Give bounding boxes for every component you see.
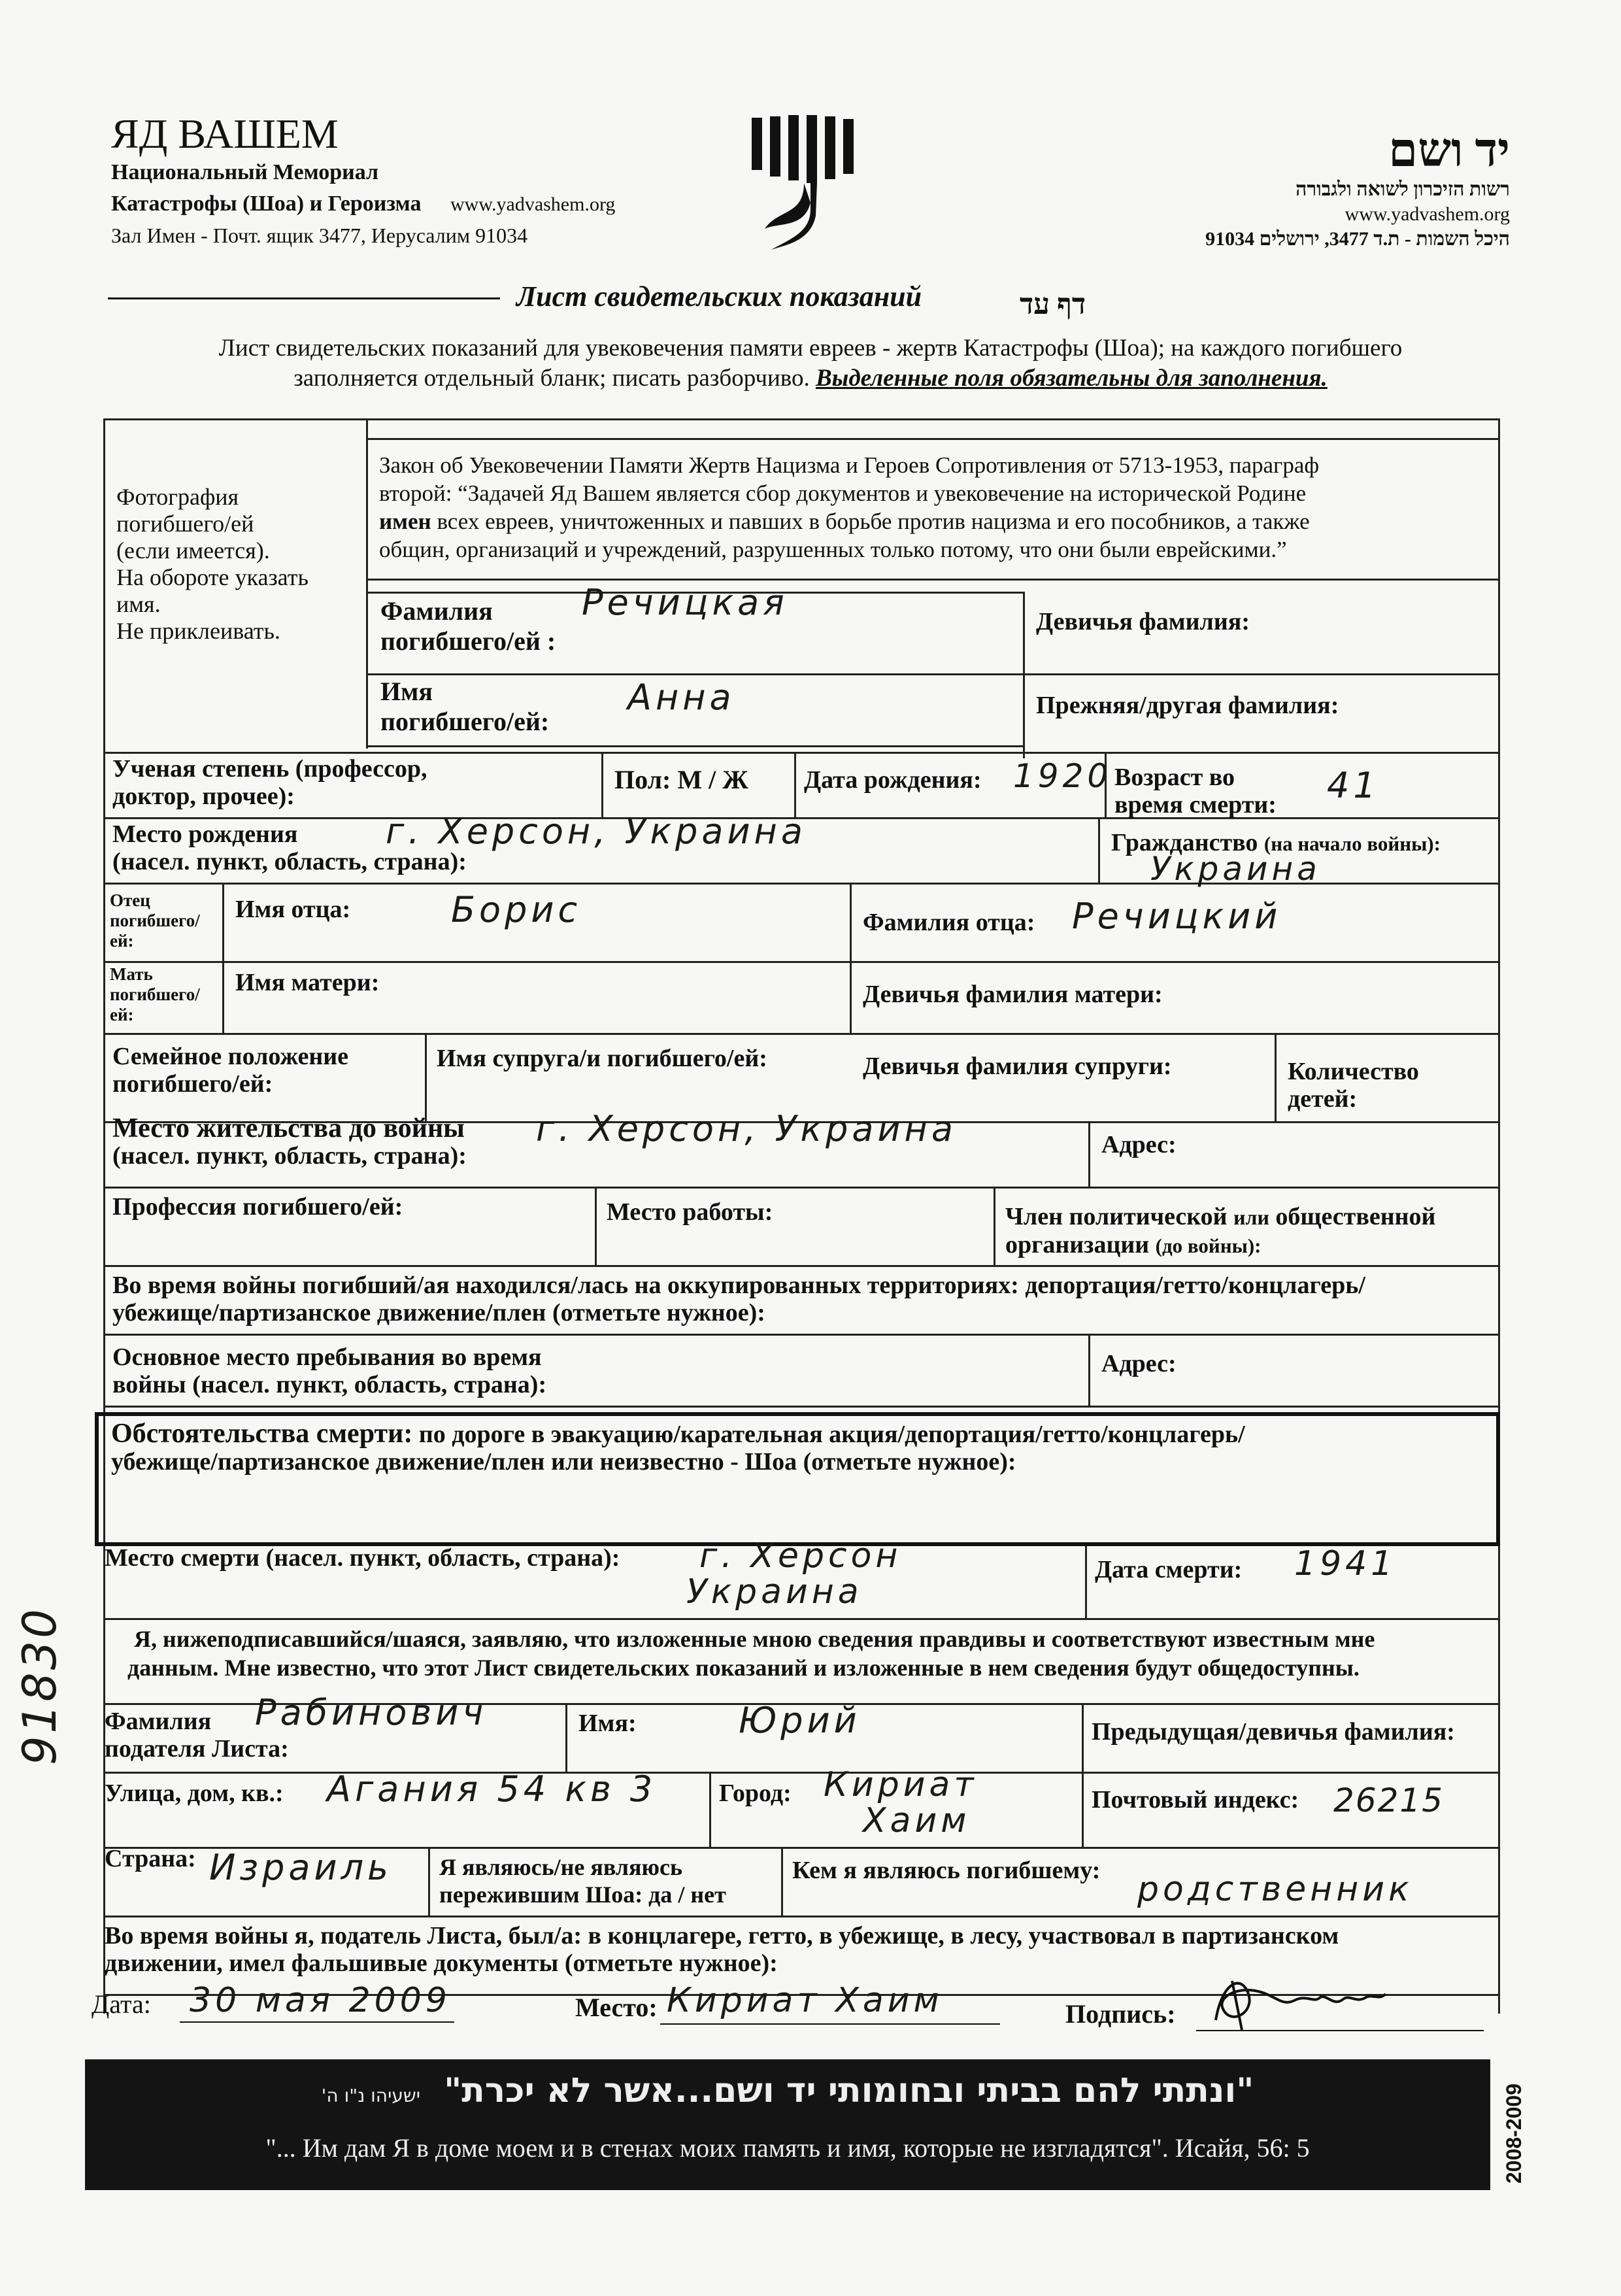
zip-label: Почтовый индекс: [1092,1786,1299,1814]
signature-label: Подпись: [1065,1999,1176,2029]
banner-hebrew: "ונתתי להם בביתי ובחומותי יד ושם...אשר לא יכרת" [444,2071,1254,2110]
zip-value: 26215 [1333,1781,1445,1819]
city-value-1: Кириат [824,1765,978,1804]
father-surname-label: Фамилия отца: [863,909,1035,936]
main-place-label-1: Основное место пребывания во время [112,1343,542,1371]
age-label-2: время смерти: [1114,791,1277,819]
col-survivor-left [428,1847,430,1916]
father-side-label [110,890,200,951]
birthplace-label-1: Место рождения [112,820,298,848]
intro-text [105,333,1516,394]
yad-vashem-title-ru: ЯД ВАШЕМ [111,110,339,157]
death-date-value: 1941 [1294,1544,1397,1583]
death-place-value-2: Украина [686,1572,863,1612]
first-name-label [380,677,549,737]
row-father-bottom [103,961,1500,963]
title-rule-left [108,297,500,299]
father-name-value: Борис [451,889,582,930]
surname-label-2: погибшего/ей : [380,626,556,656]
col-parent-side [222,883,224,1033]
relation-value: родственник [1137,1870,1413,1909]
law-l3 [379,507,1490,535]
header-right-url: www.yadvashem.org [1345,203,1510,225]
previous-surname-label: Прежняя/другая фамилия: [1036,692,1339,719]
first-name-label-1: Имя [380,677,433,706]
col-spouse-left [425,1033,427,1121]
law-l3b: всех евреев, уничтоженных и павших в борьбе против нацизма и его пособников, а также [431,509,1310,534]
city-value-2: Хаим [863,1801,971,1840]
form-title: Лист свидетельских показаний [516,280,922,312]
row-mother-bottom [103,1033,1500,1035]
col-mainplace-address [1088,1334,1090,1406]
row-profession-bottom [103,1265,1500,1267]
marital-label-1: Семейное положение [112,1043,349,1070]
photo-note [116,484,358,645]
col-zip-left [1082,1772,1084,1847]
residence-address-label: Адрес: [1101,1131,1177,1158]
declaration-line-2: данным. Мне известно, что этот Лист свидетельских показаний и изложенные в нем сведения будут общедоступны. [127,1655,1360,1681]
submitter-war-label [105,1922,1339,1977]
children-count-label [1288,1058,1419,1113]
main-place-address-label: Адрес: [1101,1350,1177,1377]
country-value: Израиль [209,1847,392,1888]
member-label-1c: общественной [1275,1203,1436,1230]
death-place-label: Место смерти (насел. пункт, область, страна): [105,1544,620,1572]
photo-divider [366,418,368,749]
surname-bottom [366,673,1500,675]
submitter-name-value: Юрий [739,1700,861,1741]
photo-note-l2: погибшего/ей [116,511,254,537]
residence-label [112,1115,467,1170]
birthplace-value: г. Херсон, Украина [386,811,807,852]
side-years: 2008-2009 [1502,2083,1526,2184]
col-deathdate-left [1085,1546,1087,1618]
law-l4: общин, организаций и учреждений, разрушенных только потому, что они были еврейскими.” [379,537,1287,562]
header-left-line1: Национальный Мемориал [111,160,379,184]
mother-side-1: Мать [110,964,153,984]
member-label-1b: или [1233,1206,1269,1229]
declaration-text [127,1625,1494,1682]
degree-label-2: доктор, прочее): [112,783,295,810]
age-value: 41 [1327,765,1380,806]
col-member-left [994,1187,995,1265]
header-right [1205,124,1510,252]
col-city-left [709,1772,711,1847]
col-children-left [1275,1033,1277,1121]
row-country-bottom [103,1916,1500,1917]
banner-russian: "... Им дам Я в доме моем и в стенах моих память и имя, которые не изгладятся". Исайя, 56: 5 [265,2133,1310,2163]
workplace-label: Место работы: [607,1198,773,1226]
frame-left [103,418,105,2014]
col-sub-name-left [565,1703,567,1772]
submitter-war-label-1: Во время войны я, податель Листа, был/а: в концлагере, гетто, в убежище, в лесу, участвовал в партизанском [105,1922,1339,1950]
col-parent-surname [850,883,852,1033]
age-label [1114,764,1277,819]
birthplace-label-2: (насел. пункт, область, страна): [112,848,467,875]
survivor-label-2: пережившим Шоа: да / нет [439,1882,726,1908]
marital-label [112,1043,348,1098]
quote-banner [85,2059,1490,2190]
birth-date-value: 1920 [1013,757,1112,795]
banner-hebrew-ref: ישעיהו נ"ו ה' [321,2085,420,2106]
death-circumstances-label-2: убежище/партизанское движение/плен или неизвестно - Шоа (отметьте нужное): [111,1448,1016,1476]
frame-top [103,418,1500,420]
intro-line1: Лист свидетельских показаний для увековечения памяти евреев - жертв Катастрофы (Шоа); на каждого погибшего [218,335,1403,362]
header-left-line2-row [111,188,615,220]
citizenship-value: Украина [1150,850,1321,888]
date-label: Дата: [92,1989,151,2019]
law-text [379,451,1490,564]
header-left-line2: Катастрофы (Шоа) и Героизма [111,192,422,216]
header-left-line3: Зал Имен - Почт. ящик 3477, Иерусалим 91034 [111,224,528,247]
yad-vashem-title-he: יד ושם [1388,124,1510,177]
form-title-he: דף עד [1020,288,1086,320]
degree-label [112,755,427,810]
declaration-line-1: Я, нижеподписавшийся/шаяся, заявляю, что изложенные мною сведения правдивы и соответствуют известным мне [134,1626,1375,1652]
war-location-label-1: Во время войны погибший/ая находился/лась на оккупированных территориях: депортация/гетто/концлагерь/ [112,1272,1365,1299]
father-side-1: Отец [110,890,150,910]
member-label-2: организации [1005,1231,1150,1258]
member-label-row2 [1005,1231,1435,1260]
submitter-war-label-2: движении, имел фальшивые документы (отметьте нужное): [105,1950,778,1977]
residence-label-1: Место жительства до войны [112,1113,465,1143]
father-name-label: Имя отца: [235,896,351,923]
col-sex-left [601,752,603,817]
citizenship-label-small: (на начало войны): [1263,832,1441,855]
mother-side-3: ей: [110,1005,134,1024]
submitter-surname-value: Рабинович [255,1692,488,1733]
country-label: Страна: [105,1845,196,1872]
banner-hebrew-row [85,2071,1490,2110]
father-side-2: погибшего/ [110,911,200,930]
submitter-surname-label-2: подателя Листа: [105,1735,289,1763]
street-value: Агания 54 кв 3 [327,1768,657,1810]
member-label [1005,1203,1435,1260]
col-relation-left [781,1847,783,1916]
photo-note-l3: (если имеется). [116,537,270,564]
header-left [111,111,615,250]
main-place-label-2: войны (насел. пункт, область, страна): [112,1371,547,1398]
death-place-value-1: г. Херсон [699,1536,902,1576]
mother-side-label [110,964,200,1025]
side-number: 91830 [13,1606,67,1765]
death-circumstances-label-1a: Обстоятельства смерти: [111,1419,413,1449]
intro-line2-row [105,363,1516,394]
frame-right [1498,418,1500,2014]
photo-note-l6: Не приклеивать. [116,618,280,644]
surname-value: Речицкая [582,582,788,623]
street-label: Улица, дом, кв.: [105,1780,284,1807]
row-degree-top [103,752,1500,754]
law-l3a: имен [379,509,431,534]
age-label-1: Возраст во [1114,764,1235,791]
war-location-label-2: убежище/партизанское движение/плен (отметьте нужное): [112,1299,765,1326]
member-label-row1 [1005,1203,1435,1231]
main-place-label [112,1343,546,1398]
law-bottom [366,579,1500,581]
spouse-name-label: Имя супруга/и погибшего/ей: [437,1045,767,1072]
intro-line2: заполняется отдельный бланк; писать разборчиво. [293,365,810,392]
photo-note-l4: На обороте указать [116,564,309,590]
residence-value: г. Херсон, Украина [536,1108,957,1149]
col-workplace-left [595,1187,597,1265]
spouse-maiden-label: Девичья фамилия супруги: [863,1053,1172,1080]
first-name-value: Анна [627,677,735,718]
first-name-label-2: погибшего/ей: [380,707,550,736]
submitter-surname-label-1: Фамилия [105,1708,212,1735]
intro-emphasis: Выделенные поля обязательны для заполнения. [815,365,1328,392]
yad-vashem-logo-icon [739,105,869,255]
mother-maiden-label: Девичья фамилия матери: [863,981,1163,1008]
member-label-2b: (до войны): [1155,1234,1262,1257]
place-value: Кириат Хаим [667,1981,943,2020]
name-bottom [366,745,1023,747]
father-surname-value: Речицкий [1072,896,1282,937]
date-value: 30 мая 2009 [190,1981,451,2020]
birth-date-label: Дата рождения: [804,766,982,794]
survivor-label [439,1853,726,1908]
sex-label: Пол: М / Ж [614,765,748,794]
header-left-url: www.yadvashem.org [450,194,616,215]
surname-label [380,596,556,656]
death-circumstances-label [111,1420,1245,1476]
submitter-prev-surname-label: Предыдущая/девичья фамилия: [1092,1718,1455,1746]
date-underline [180,2021,454,2023]
row-deathplace-bottom [103,1618,1500,1620]
photo-note-l5: имя. [116,591,161,617]
row-mainplace-bottom [103,1406,1500,1408]
death-circumstances-label-1b: по дороге в эвакуацию/карательная акция/депортация/гетто/концлагерь/ [412,1421,1245,1448]
marital-label-2: погибшего/ей: [112,1070,273,1098]
header-right-line1: רשות הזיכרון לשואה ולגבורה [1295,178,1510,200]
submitter-name-label: Имя: [578,1710,637,1737]
law-l1: Закон об Увековечении Памяти Жертв Нацизма и Героев Сопротивления от 5713-1953, параграф [379,452,1320,478]
member-label-1: Член политической [1005,1203,1228,1230]
photo-note-l1: Фотография [116,484,239,510]
col-residence-address [1088,1121,1090,1187]
children-count-label-2: детей: [1288,1085,1358,1113]
place-underline [660,2023,1000,2025]
col-sub-prev-left [1082,1703,1084,1772]
place-label: Место: [575,1993,658,2022]
residence-label-2: (насел. пункт, область, страна): [112,1142,467,1170]
war-location-label [112,1272,1365,1326]
children-count-label-1: Количество [1288,1058,1419,1085]
header-right-line3: היכל השמות - ת.ד 3477, ירושלים 91034 [1205,228,1510,250]
signature-image [1203,1968,1399,2040]
profession-label: Профессия погибшего/ей: [112,1193,403,1221]
city-label: Город: [719,1780,792,1807]
mother-side-2: погибшего/ [110,985,200,1004]
degree-label-1: Ученая степень (профессор, [112,755,427,783]
law-top [366,438,1500,440]
death-date-label: Дата смерти: [1095,1556,1243,1583]
survivor-label-1: Я являюсь/не являюсь [439,1854,683,1880]
surname-label-1: Фамилия [380,596,493,626]
row-submitter-bottom [103,1772,1500,1774]
maiden-name-label: Девичья фамилия: [1036,608,1250,635]
mother-name-label: Имя матери: [235,969,380,996]
relation-label: Кем я являюсь погибшему: [792,1857,1101,1884]
father-side-3: ей: [110,931,134,951]
row-residence-bottom [103,1187,1500,1189]
law-l2: второй: “Задачей Яд Вашем является сбор документов и увековечение на исторической Родине [379,481,1307,506]
row-war-bottom [103,1334,1500,1336]
death-circumstances-row1 [111,1420,1245,1448]
citizenship-label-main: Гражданство [1111,829,1258,856]
col-citizen-left [1098,817,1100,883]
col-sex-right [794,752,796,817]
